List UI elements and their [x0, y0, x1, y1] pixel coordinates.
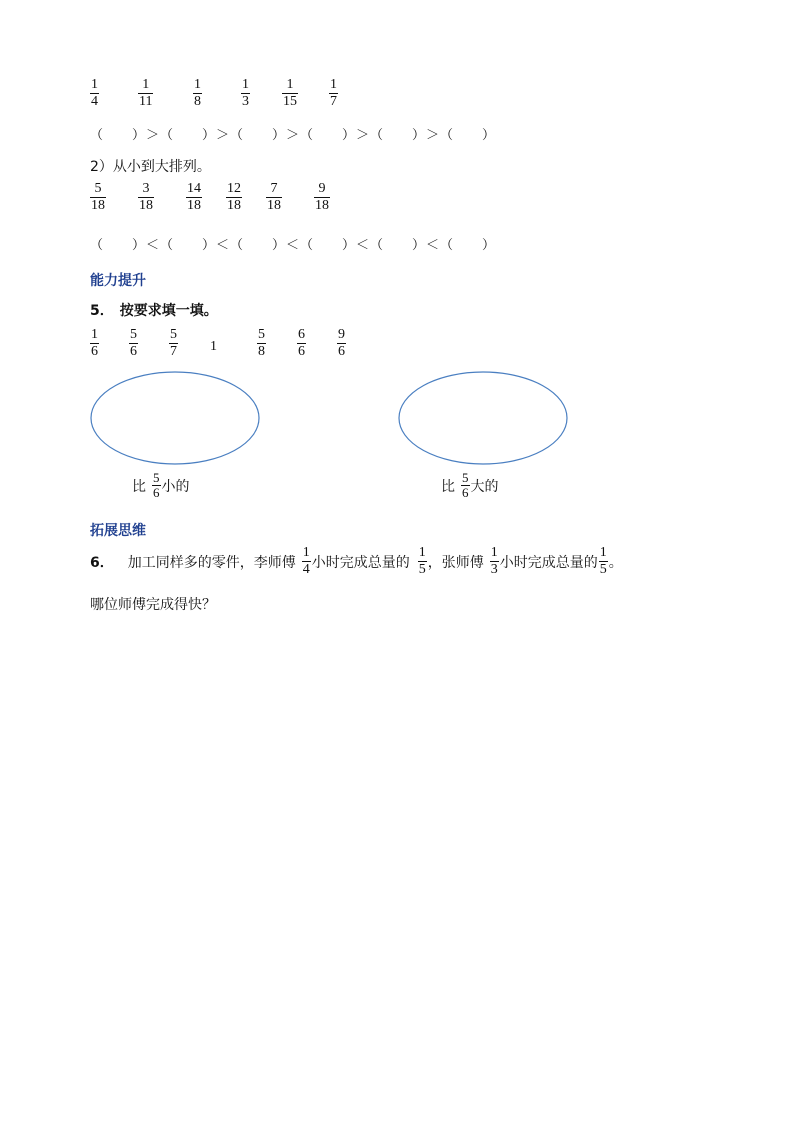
- fraction: [599, 546, 608, 577]
- label-larger-than: [441, 472, 499, 499]
- fraction: [90, 328, 99, 359]
- fraction: [337, 328, 346, 359]
- numerator: 14: [187, 181, 201, 196]
- fraction: [241, 78, 250, 109]
- fraction: [418, 546, 427, 577]
- numerator: 5: [258, 327, 265, 342]
- fraction: [193, 78, 202, 109]
- fraction: [169, 328, 178, 359]
- denominator: 18: [267, 198, 281, 213]
- numerator: 1: [194, 77, 201, 92]
- denominator: 6: [153, 485, 160, 500]
- denominator: 3: [490, 562, 498, 577]
- denominator: 6: [298, 344, 305, 359]
- denominator: 3: [242, 94, 249, 109]
- question-text: 按要求填一填。: [119, 303, 218, 319]
- label-prefix: 比: [132, 478, 146, 495]
- fraction: [490, 546, 499, 577]
- denominator: 18: [227, 198, 241, 213]
- question-6-line1: [90, 546, 623, 577]
- fraction: [302, 546, 311, 577]
- fraction: [257, 328, 266, 359]
- numerator: 5: [130, 327, 137, 342]
- question-text: 小时完成总量的: [311, 554, 410, 571]
- question-text: 。: [608, 554, 623, 571]
- fraction: [314, 182, 330, 213]
- numerator: 1: [242, 77, 249, 92]
- fraction: [266, 182, 282, 213]
- numerator: 1: [142, 77, 150, 92]
- denominator: 18: [139, 198, 153, 213]
- numerator: 1: [599, 545, 607, 560]
- fraction: [297, 328, 306, 359]
- numerator: 1: [490, 545, 498, 560]
- answer-ellipse-larger[interactable]: [396, 370, 571, 468]
- question-6-line2: 哪位师傅完成得快？: [90, 597, 216, 613]
- part2-title: 2）从小到大排列。: [90, 159, 211, 175]
- question-number: 5．: [90, 303, 114, 319]
- whole-number: 1: [210, 339, 217, 354]
- answer-ellipse-smaller[interactable]: [88, 368, 263, 468]
- fraction: [226, 182, 242, 213]
- label-suffix: 大的: [470, 478, 499, 495]
- fraction: [138, 78, 153, 109]
- question-5-prompt: [90, 300, 218, 320]
- numerator: 12: [227, 181, 241, 196]
- numerator: 3: [142, 181, 150, 196]
- numerator: 1: [91, 77, 98, 92]
- denominator: 8: [258, 344, 265, 359]
- denominator: 18: [187, 198, 201, 213]
- denominator: 6: [338, 344, 345, 359]
- denominator: 4: [91, 94, 98, 109]
- label-prefix: 比: [441, 478, 455, 495]
- denominator: 5: [599, 562, 607, 577]
- numerator: 5: [94, 181, 102, 196]
- denominator: 6: [130, 344, 137, 359]
- question-number: 6．: [90, 554, 114, 571]
- label-smaller-than: [132, 472, 190, 499]
- denominator: 6: [462, 485, 469, 500]
- denominator: 18: [91, 198, 105, 213]
- fraction: [138, 182, 154, 213]
- numerator: 5: [170, 327, 177, 342]
- denominator: 11: [139, 94, 153, 109]
- fraction: [461, 472, 470, 499]
- label-suffix: 小的: [161, 478, 190, 495]
- numerator: 9: [338, 327, 345, 342]
- section-heading-extend: 拓展思维: [90, 523, 146, 539]
- numerator: 1: [91, 327, 98, 342]
- fraction: [90, 182, 106, 213]
- section-heading-ability: 能力提升: [90, 273, 146, 289]
- numerator: 1: [330, 77, 337, 92]
- numerator: 6: [298, 327, 305, 342]
- numerator: 1: [302, 545, 310, 560]
- numerator: 9: [318, 181, 326, 196]
- denominator: 6: [91, 344, 98, 359]
- part1-compare-row: （ ）＞（ ）＞（ ）＞（ ）＞（ ）＞（ ）: [90, 128, 497, 143]
- fraction: [152, 472, 161, 499]
- numerator: 5: [462, 470, 469, 485]
- question-text: 小时完成总量的: [499, 554, 598, 571]
- fraction: [329, 78, 338, 109]
- denominator: 7: [330, 94, 337, 109]
- denominator: 8: [194, 94, 201, 109]
- question-text: ，张师傅: [427, 554, 484, 571]
- numerator: 7: [270, 181, 278, 196]
- denominator: 4: [302, 562, 310, 577]
- numerator: 5: [153, 470, 160, 485]
- denominator: 7: [170, 344, 177, 359]
- numerator: 1: [286, 77, 294, 92]
- fraction: [282, 78, 298, 109]
- denominator: 5: [418, 562, 426, 577]
- denominator: 18: [315, 198, 329, 213]
- question-text: 加工同样多的零件，李师傅: [127, 554, 296, 571]
- fraction: [186, 182, 202, 213]
- part2-compare-row: （ ）＜（ ）＜（ ）＜（ ）＜（ ）＜（ ）: [90, 238, 497, 253]
- fraction: [90, 78, 99, 109]
- fraction: [129, 328, 138, 359]
- denominator: 15: [283, 94, 297, 109]
- numerator: 1: [418, 545, 426, 560]
